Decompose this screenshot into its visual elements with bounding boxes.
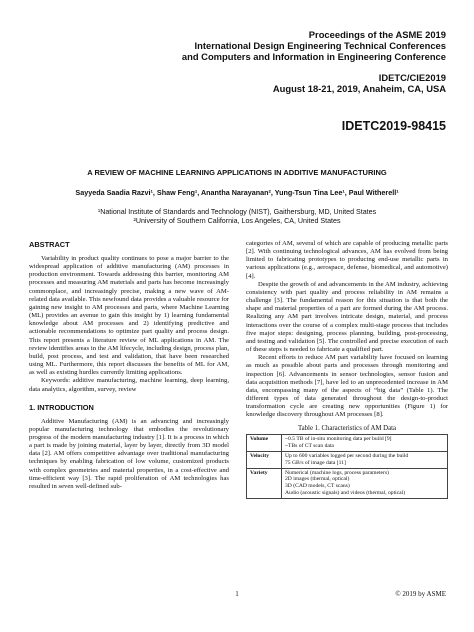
table-line: Up to 600 variables logged per second during the build (285, 453, 409, 460)
table-row (247, 468, 448, 498)
paper-id: IDETC2019-98415 (341, 119, 446, 133)
introduction-heading: 1. INTRODUCTION (29, 402, 94, 412)
paragraph-3: Recent efforts to reduce AM part variability have focused on learning as much as possible about parts and processes through monitoring and inspection [6]. Advancements in sensor technologies, sensor fusion and data acquisition methods [7], have led to an unprecedented increase in AM data, encompassing many of the aspects of “big data” (Table 1). The different types of data generated throughout the design-to-product transformation cycle are creating new opportunities (Figure 1) for knowledge discovery throughout AM processes [8]. (246, 354, 448, 419)
copyright: © 2019 by ASME (395, 590, 446, 598)
table-value (282, 452, 448, 469)
table-line: ~0.5 TB of in-situ monitoring data per build [9] (285, 436, 392, 443)
left-column (29, 240, 229, 491)
paper-title: A REVIEW OF MACHINE LEARNING APPLICATIONS IN ADDITIVE MANUFACTURING (87, 168, 387, 177)
table-line: Numerical (machine logs, process parameters) (285, 469, 389, 476)
keywords: Keywords: additive manufacturing, machine learning, deep learning, data analytics, algorithm, survey, review (29, 377, 229, 393)
table-line: 3D (CAD models, CT scans) (285, 483, 350, 490)
affiliation-1: ¹National Institute of Standards and Technology (NIST), Gaithersburg, MD, United States (97, 208, 377, 216)
abstract-text: Variability in product quality continues to pose a major barrier to the widespread application of additive manufacturing (AM) processes in production environment. Towards addressing this barrier, monitoring AM processes and measuring AM materials and parts has become increasingly commonplace, and increasingly precise, making a new wave of AM-related data available. This newfound data provides a valuable resource for gaining new insight to AM processes and parts, where Machine Learning (ML) provides an avenue to gain this insight by 1) learning fundamental knowledge about AM processes and 2) identifying predictive and actionable recommendations to optimize part quality and process design. This report presents a literature review of ML applications in AM. The review identifies areas in the AM lifecycle, including design, process plan, build, post process, and test and validation, that have been researched using ML. Furthermore, this report discusses the benefits of ML for AM, as well as existing hurdles currently limiting applications. (29, 255, 229, 377)
conference-dates: August 18-21, 2019, Anaheim, CA, USA (272, 83, 446, 94)
right-column (246, 240, 448, 499)
affiliation-2: ²University of Southern California, Los Angeles, CA, United States (133, 217, 341, 225)
conference-code: IDETC/CIE2019 (378, 72, 446, 83)
paragraph-2: Despite the growth of and advancements in the AM industry, achieving consistency with part quality and process reliability in AM remains a challenge [3]. The fundamental reason for this situation is that both the shape and material properties of a part are formed during the AM process. Realizing any AM part involves intricate design, material, and process interactions over the course of a complex multi-stage process that includes five major steps: designing, process planning, building, post-processing, and testing and validation [5]. The controlled and precise execution of each of these steps is needed to fabricate a qualified part. (246, 280, 448, 354)
table-row (247, 435, 448, 452)
page-number: 1 (235, 590, 239, 598)
table-line: ~TBs of CT scan data (285, 443, 334, 450)
proceedings-line: Proceedings of the ASME 2019 (308, 29, 446, 40)
table-value (282, 435, 448, 452)
table-row (247, 452, 448, 469)
table-line: Audio (acoustic signals) and videos (thermal, optical) (285, 490, 406, 497)
table-key: Variety (247, 468, 282, 498)
conference-name: International Design Engineering Technical Conferences (194, 40, 446, 51)
paragraph-1: categories of AM, several of which are capable of producing metallic parts [2]. With continuing technological advances, AM has evolved from being limited to fabricating prototypes to producing end-use metallic parts in various applications (e.g., aerospace, defense, biomedical, and automotive) [4]. (246, 240, 448, 280)
introduction-text: Additive Manufacturing (AM) is an advancing and increasingly popular manufacturing technology that embodies the revolutionary progress of the modern manufacturing industry [1]. It is a process in which a part is made by joining material, layer by layer, directly from 3D model data [2]. AM offers competitive advantage over traditional manufacturing techniques by enabling fabrication of low volume, customized products with complex geometries and material properties, in a cost-effective and time-efficient way [3]. The rapid proliferation of AM technologies has resulted in seven well-defined sub- (29, 417, 229, 490)
am-data-table (246, 434, 448, 498)
table-key: Volume (247, 435, 282, 452)
table-key: Velocity (247, 452, 282, 469)
conference-name-2: and Computers and Information in Engineering Conference (181, 51, 446, 62)
table-value (282, 468, 448, 498)
abstract-heading: ABSTRACT (29, 240, 70, 249)
table-caption: Table 1. Characteristics of AM Data (297, 425, 397, 433)
table-line: 75 GB/s of image data [11] (285, 459, 346, 466)
table-line: 2D images (thermal, optical) (285, 476, 350, 483)
authors: Sayyeda Saadia Razvi¹, Shaw Feng¹, Anantha Narayanan², Yung-Tsun Tina Lee¹, Paul Witherell¹ (75, 188, 399, 197)
